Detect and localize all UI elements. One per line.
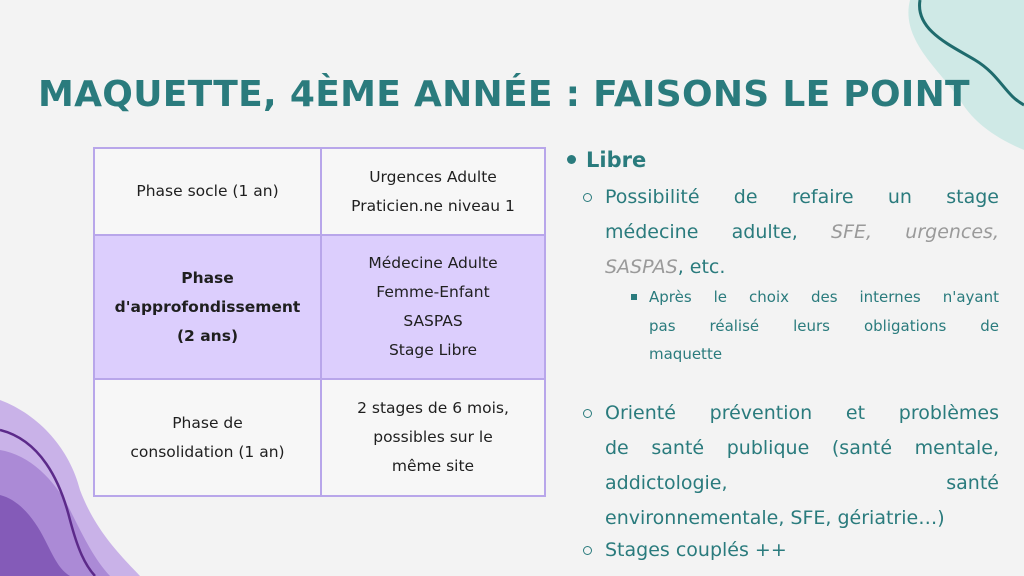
- bullet-line: environnementale, SFE, gériatrie…): [605, 507, 945, 529]
- cell-line: même site: [391, 457, 475, 475]
- bullet-level3: [649, 283, 999, 369]
- cell-line: Stage Libre: [388, 341, 478, 359]
- bullet-line: Stages couplés ++: [605, 539, 787, 561]
- bullet-text: Libre: [586, 148, 647, 172]
- bullet-text-grey: SFE, urgences,: [831, 221, 999, 243]
- bullet-ring-icon: [583, 409, 592, 418]
- bullet-line: [605, 215, 999, 250]
- bullet-level2: [605, 396, 999, 536]
- bullet-ring-icon: [583, 546, 592, 555]
- content-cell: [321, 148, 545, 235]
- cell-line: Phase de: [172, 413, 243, 432]
- cell-line: Femme-Enfant: [376, 283, 490, 301]
- bullet-line: pas réalisé leurs obligations de: [649, 316, 999, 335]
- page-title: MAQUETTE, 4ÈME ANNÉE : FAISONS LE POINT: [38, 74, 970, 115]
- cell-line: Urgences Adulte: [369, 167, 497, 186]
- bullet-line: maquette: [649, 345, 723, 363]
- bullet-level2: [605, 533, 999, 568]
- phase-cell: [94, 379, 321, 496]
- bullet-square-icon: [631, 294, 637, 300]
- phases-table: [93, 147, 546, 497]
- bullet-ring-icon: [583, 193, 592, 202]
- phase-cell: [94, 235, 321, 379]
- cell-line: possibles sur le: [373, 428, 493, 446]
- bullet-level1: [567, 148, 646, 172]
- bullet-line: addictologie, santé: [605, 472, 999, 494]
- cell-line: d'approfondissement: [114, 297, 301, 316]
- cell-line: Phase: [181, 268, 234, 287]
- bullet-text: , etc.: [677, 256, 726, 278]
- bullet-line: [605, 250, 999, 285]
- bullet-line: Orienté prévention et problèmes: [605, 402, 999, 424]
- bullet-text: médecine adulte,: [605, 221, 832, 243]
- table-row: [94, 148, 545, 235]
- cell-line: Médecine Adulte: [368, 254, 498, 272]
- table-row: [94, 379, 545, 496]
- cell-line: Praticien.ne niveau 1: [351, 196, 515, 215]
- cell-line: SASPAS: [403, 312, 463, 330]
- cell-line: Phase socle (1 an): [136, 182, 279, 200]
- bullet-line: Après le choix des internes n'ayant: [649, 288, 999, 306]
- table-row: [94, 235, 545, 379]
- content-cell: [321, 235, 545, 379]
- cell-line: 2 stages de 6 mois,: [357, 399, 509, 417]
- cell-line: consolidation (1 an): [130, 442, 285, 461]
- bullet-line: de santé publique (santé mentale,: [605, 437, 999, 459]
- bullet-text-grey: SASPAS: [605, 256, 678, 278]
- bullet-dot-icon: [567, 155, 576, 164]
- cell-line: (2 ans): [176, 326, 239, 345]
- content-cell: [321, 379, 545, 496]
- phase-cell: [94, 148, 321, 235]
- bullet-level2: [605, 180, 999, 285]
- bullet-line: Possibilité de refaire un stage: [605, 186, 999, 208]
